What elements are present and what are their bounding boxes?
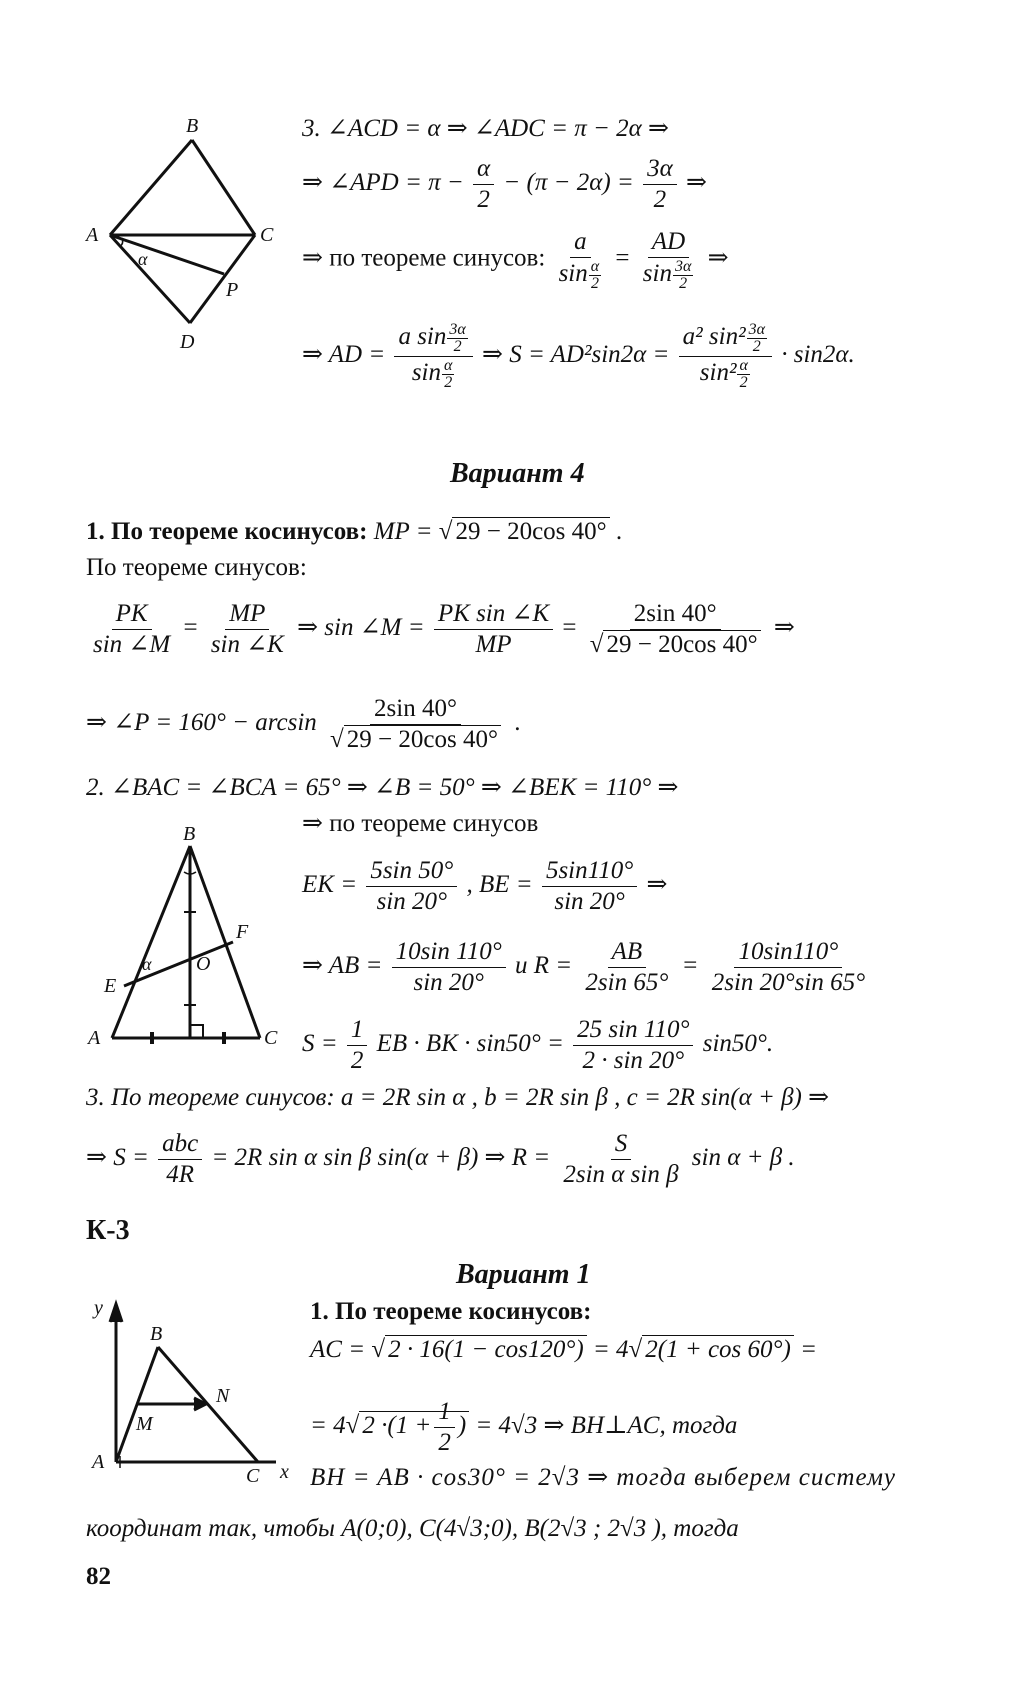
k3-line-2: AC = √ 2 · 16(1 − cos120°) = 4√ 2(1 + cos 60°) =	[310, 1336, 817, 1363]
v4-ek-be: EK = $\frac{5\sin 50^\circ}{\sin 20^\circ}$ , BE = $\frac{5\sin 110^\circ}{\sin 20^\circ}$ ⇒	[302, 857, 668, 915]
label-C: C	[264, 1027, 278, 1049]
coordinate-triangle-figure	[86, 1290, 306, 1490]
label-D: D	[180, 331, 195, 353]
label-M: M	[136, 1413, 153, 1435]
label-B: B	[183, 823, 196, 845]
v4-problem-1: 1. По теореме косинусов: MP = √ 29 − 20cos 40° .	[86, 518, 623, 545]
label-alpha: α	[142, 954, 152, 974]
v4-area: S = $\frac{1}{2}$ EB · BK · sin50° = $\frac{25 \sin 110^\circ}{2 \cdot \sin 20^\circ}$ sin50°.	[302, 1016, 774, 1074]
rhombus-figure	[80, 110, 280, 370]
label-y: y	[94, 1297, 103, 1319]
label-N: N	[216, 1385, 230, 1407]
label-A: A	[88, 1027, 101, 1049]
k3-line-3: = 4√ 2 ·(1 + $\frac{1}{2}$ ) = 4√3 ⇒ BH⊥AC, тогда	[310, 1398, 738, 1456]
top-line-1: 3. ∠ACD = α ⇒ ∠ADC = π − 2α ⇒	[302, 115, 669, 142]
label-F: F	[236, 921, 249, 943]
label-C: C	[246, 1465, 260, 1487]
label-A: A	[92, 1451, 105, 1473]
top-line-3: ⇒ по теореме синусов: a sin $\frac{\alpha}{2}$ = AD sin $\frac{3\alpha}{2}$ ⇒	[302, 228, 729, 292]
v4-problem-2-sines: ⇒ по теореме синусов	[302, 810, 539, 837]
label-P: P	[226, 279, 239, 301]
heading-variant-1: Вариант 1	[456, 1259, 591, 1290]
top-line-2: ⇒ ∠APD = π − $\frac{\alpha}{2}$ − (π − 2α) = $\frac{3\alpha}{2}$ ⇒	[302, 155, 707, 213]
label-x: x	[280, 1461, 289, 1483]
label-O: O	[196, 953, 211, 975]
k3-line-5: координат так, чтобы A(0;0), C(4√3;0), B(2√3 ; 2√3 ), тогда	[86, 1515, 739, 1542]
top-line-4: ⇒ AD = a sin $\frac{3\alpha}{2}$ sin $\frac{\alpha}{2}$ ⇒ S = AD²sin2α = a² sin² $\frac{3\alpha}{2}$ sin² $\frac{\alpha}{2}$ · sin2α.	[302, 321, 855, 391]
v4-sines-intro: По теореме синусов:	[86, 554, 307, 581]
label-C: C	[260, 224, 274, 246]
label-E: E	[104, 975, 117, 997]
k3-line-1: 1. По теореме косинусов:	[310, 1298, 592, 1325]
label-B: B	[150, 1323, 163, 1345]
section-title-k3: К-3	[86, 1215, 130, 1246]
label-A: A	[86, 224, 99, 246]
label-B: B	[186, 115, 199, 137]
k3-line-4: BH = AB · cos30° = 2√3 ⇒ тогда выберем систему	[310, 1464, 897, 1491]
page-number: 82	[86, 1563, 111, 1590]
v4-ab-r: ⇒ AB = $\frac{10\sin 110^\circ}{\sin 20^\circ}$ и R = $\frac{AB}{2\sin 65^\circ}$ = $\frac{10\sin 110^\circ}{2\sin 20^\circ\sin 65^\circ}$	[302, 938, 866, 996]
v4-problem-2: 2. ∠BAC = ∠BCA = 65° ⇒ ∠B = 50° ⇒ ∠BEK = 110° ⇒	[86, 774, 679, 801]
v4-eq1: $\frac{PK}{\sin \angle M}$ = $\frac{MP}{\sin \angle K}$ ⇒ sin ∠M = $\frac{\text{PK sin ∠K}}{MP}$ = $\frac{2\sin 40^\circ}{√ 29 - 20\cos 40^\circ}$ ⇒	[93, 600, 795, 658]
triangle-figure	[80, 820, 300, 1060]
v4-problem-3-eq: ⇒ S = $\frac{\text{abc}}{4R}$ = 2R sin α sin β sin(α + β) ⇒ R = $\frac{S}{\text{2sin α sin β}}$ sin α + β .	[86, 1130, 795, 1188]
heading-variant-4: Вариант 4	[450, 458, 585, 489]
label-alpha: α	[138, 249, 148, 269]
v4-eq2: ⇒ ∠P = 160° − arcsin $\frac{2\sin 40^\circ}{√ 29 - 20\cos 40^\circ}$ .	[86, 695, 521, 753]
v4-problem-3: 3. По теореме синусов: a = 2R sin α , b = 2R sin β , c = 2R sin(α + β) ⇒	[86, 1084, 830, 1111]
